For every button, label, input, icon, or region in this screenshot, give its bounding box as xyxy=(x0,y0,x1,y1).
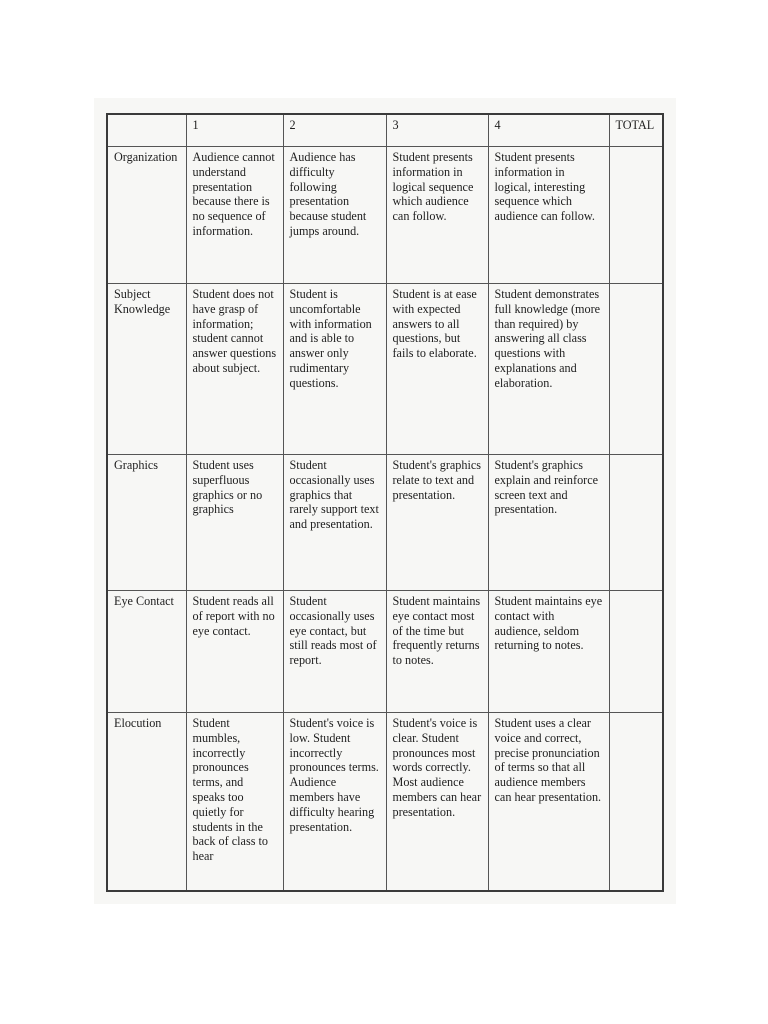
rubric-row-eye-contact xyxy=(107,591,663,713)
score-1-cell: Student uses superfluous graphics or no graphics xyxy=(186,455,283,591)
score-3-cell: Student maintains eye contact most of the time but frequently returns to notes. xyxy=(386,591,488,713)
header-cell-blank xyxy=(107,114,186,147)
score-2-cell: Student occasionally uses eye contact, but still reads most of report. xyxy=(283,591,386,713)
score-3-cell: Student's graphics relate to text and presentation. xyxy=(386,455,488,591)
score-3-cell: Student's voice is clear. Student pronounces most words correctly. Most audience members can hear presentation. xyxy=(386,713,488,892)
score-4-cell: Student uses a clear voice and correct, precise pronunciation of terms so that all audience members can hear presentation. xyxy=(488,713,609,892)
rubric-table xyxy=(106,113,664,892)
rubric-row-graphics xyxy=(107,455,663,591)
header-cell-1: 1 xyxy=(186,114,283,147)
header-cell-2: 2 xyxy=(283,114,386,147)
score-2-cell: Audience has difficulty following presentation because student jumps around. xyxy=(283,147,386,284)
header-row xyxy=(107,114,663,147)
header-cell-4: 4 xyxy=(488,114,609,147)
score-4-cell: Student presents information in logical, interesting sequence which audience can follow. xyxy=(488,147,609,284)
criterion-label: Subject Knowledge xyxy=(107,284,186,455)
criterion-label: Graphics xyxy=(107,455,186,591)
rubric-row-subject-knowledge xyxy=(107,284,663,455)
rubric-row-organization xyxy=(107,147,663,284)
score-2-cell: Student occasionally uses graphics that rarely support text and presentation. xyxy=(283,455,386,591)
header-cell-total: TOTAL xyxy=(609,114,663,147)
header-cell-3: 3 xyxy=(386,114,488,147)
score-4-cell: Student maintains eye contact with audience, seldom returning to notes. xyxy=(488,591,609,713)
criterion-label: Eye Contact xyxy=(107,591,186,713)
criterion-label: Organization xyxy=(107,147,186,284)
score-1-cell: Student does not have grasp of information; student cannot answer questions about subject. xyxy=(186,284,283,455)
score-4-cell: Student's graphics explain and reinforce screen text and presentation. xyxy=(488,455,609,591)
score-4-cell: Student demonstrates full knowledge (more than required) by answering all class questions with explanations and elaboration. xyxy=(488,284,609,455)
score-3-cell: Student is at ease with expected answers to all questions, but fails to elaborate. xyxy=(386,284,488,455)
criterion-label: Elocution xyxy=(107,713,186,892)
total-cell xyxy=(609,713,663,892)
total-cell xyxy=(609,284,663,455)
total-cell xyxy=(609,591,663,713)
total-cell xyxy=(609,147,663,284)
score-1-cell: Student reads all of report with no eye contact. xyxy=(186,591,283,713)
score-2-cell: Student is uncomfortable with information and is able to answer only rudimentary questions. xyxy=(283,284,386,455)
total-cell xyxy=(609,455,663,591)
score-1-cell: Audience cannot understand presentation because there is no sequence of information. xyxy=(186,147,283,284)
score-2-cell: Student's voice is low. Student incorrectly pronounces terms. Audience members have difficulty hearing presentation. xyxy=(283,713,386,892)
rubric-row-elocution xyxy=(107,713,663,892)
score-3-cell: Student presents information in logical sequence which audience can follow. xyxy=(386,147,488,284)
score-1-cell: Student mumbles, incorrectly pronounces terms, and speaks too quietly for students in the back of class to hear xyxy=(186,713,283,892)
